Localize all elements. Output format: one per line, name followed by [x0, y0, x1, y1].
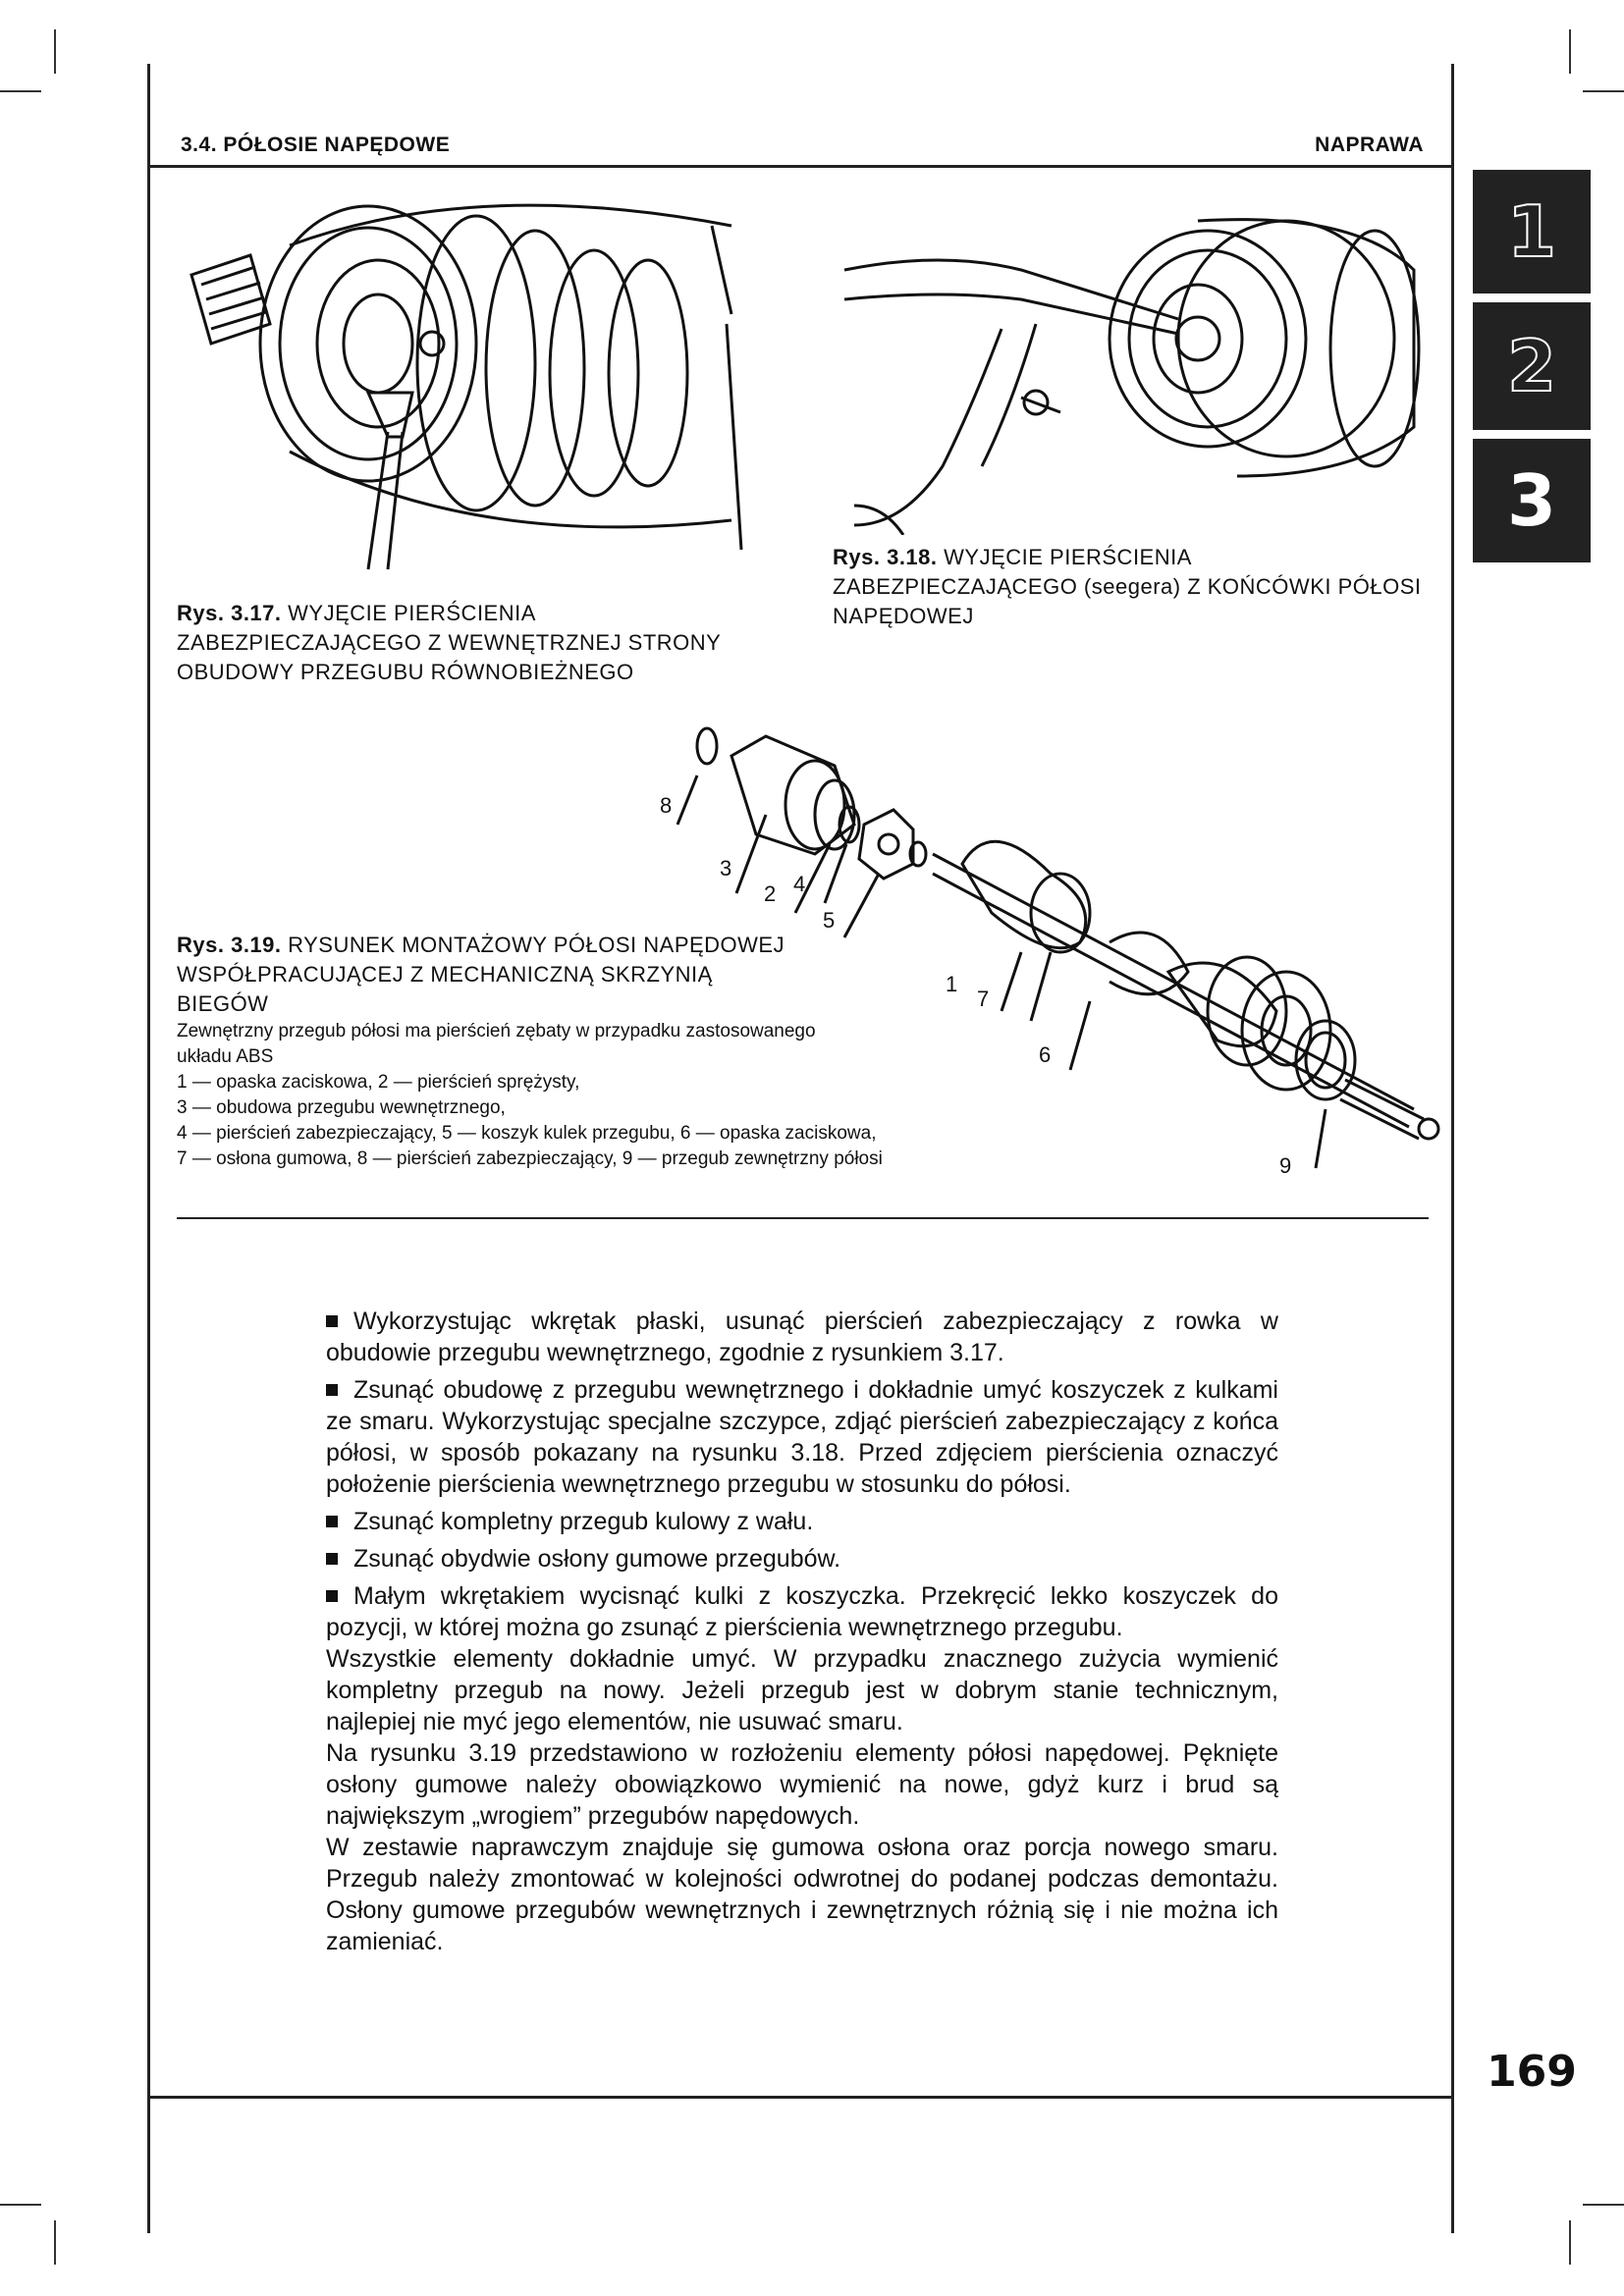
body-paragraph: Zsunąć kompletny przegub kulowy z wału.	[326, 1506, 1278, 1537]
callout-8: 8	[660, 793, 673, 818]
figure-319-caption	[177, 931, 1021, 1172]
chapter-tab-3[interactable]: 3	[1473, 439, 1591, 562]
crop-mark	[54, 29, 56, 74]
figure-318-number: Rys. 3.18.	[833, 545, 938, 569]
body-paragraph: Małym wkrętakiem wycisnąć kulki z koszyczka. Przekręcić lekko koszyczek do pozycji, w której można go zsunąć z pierścienia wewnętrznego przegubu.	[326, 1582, 1278, 1641]
header-rule	[147, 165, 1454, 168]
footer-rule	[147, 2096, 1454, 2099]
figure-318-illustration	[825, 211, 1434, 535]
callout-6: 6	[1039, 1042, 1052, 1067]
figure-319-legend-line: 3 — obudowa przegubu wewnętrznego,	[177, 1097, 506, 1118]
figure-317-caption	[177, 599, 756, 687]
left-margin-line	[147, 64, 150, 2233]
figure-319-title: RYSUNEK MONTAŻOWY PÓŁOSI NAPĘDOWEJ WSPÓŁPRACUJĄCEJ Z MECHANICZNĄ SKRZYNIĄ BIEGÓW	[177, 933, 785, 1016]
chapter-tab-2[interactable]: 2	[1473, 302, 1591, 430]
crop-mark	[54, 2220, 56, 2265]
body-paragraph: Zsunąć obudowę z przegubu wewnętrznego i dokładnie umyć koszyczek z kulkami ze smaru. Wykorzystując specjalne szczypce, zdjąć pierścień zabezpieczający z końca półosi, w sposób pokazany na rysunku 3.18. Przed zdjęciem pierścienia oznaczyć położenie pierścienia wewnętrznego przegubu w stosunku do półosi.	[326, 1376, 1278, 1498]
figure-317-title: WYJĘCIE PIERŚCIENIA ZABEZPIECZAJĄCEGO Z WEWNĘTRZNEJ STRONY OBUDOWY PRZEGUBU RÓWNOBIEŻNEGO	[177, 601, 721, 684]
header-right-label: NAPRAWA	[1315, 133, 1424, 156]
page-number: 169	[1487, 2047, 1577, 2097]
figure-separator	[177, 1217, 1429, 1219]
callout-9: 9	[1279, 1153, 1292, 1178]
figure-318-caption	[833, 543, 1441, 631]
crop-mark	[0, 2204, 41, 2206]
figure-318-title: WYJĘCIE PIERŚCIENIA ZABEZPIECZAJĄCEGO (seegera) Z KOŃCÓWKI PÓŁOSI NAPĘDOWEJ	[833, 545, 1422, 628]
callout-2: 2	[764, 881, 777, 906]
crop-mark	[1583, 2204, 1624, 2206]
body-text	[326, 1306, 1278, 1957]
callout-3: 3	[720, 856, 732, 881]
crop-mark	[1569, 29, 1571, 74]
section-title: 3.4. PÓŁOSIE NAPĘDOWE	[181, 133, 451, 156]
figure-319-legend-line: 7 — osłona gumowa, 8 — pierścień zabezpieczający, 9 — przegub zewnętrzny półosi	[177, 1148, 883, 1169]
callout-7: 7	[977, 987, 990, 1011]
body-paragraph: Na rysunku 3.19 przedstawiono w rozłożeniu elementy półosi napędowej. Pęknięte osłony gumowe należy obowiązkowo wymienić na nowe, gdyż kurz i brud są największym „wrogiem” przegubów napędowych.	[326, 1739, 1278, 1830]
body-paragraph: W zestawie naprawczym znajduje się gumowa osłona oraz porcja nowego smaru. Przegub należy zmontować w kolejności odwrotnej do podanej podczas demontażu. Osłony gumowe przegubów wewnętrznych i zewnętrznych różnią się i nie można ich zamieniać.	[326, 1834, 1278, 1955]
crop-mark	[1583, 90, 1624, 92]
body-paragraph: Wykorzystując wkrętak płaski, usunąć pierścień zabezpieczający z rowka w obudowie przegubu wewnętrznego, zgodnie z rysunkiem 3.17.	[326, 1308, 1278, 1366]
figure-319-description: Zewnętrzny przegub półosi ma pierścień zębaty w przypadku zastosowanego układu ABS	[177, 1021, 816, 1067]
figure-319-legend-line: 4 — pierścień zabezpieczający, 5 — koszyk kulek przegubu, 6 — opaska zaciskowa,	[177, 1123, 877, 1144]
body-paragraph: Wszystkie elementy dokładnie umyć. W przypadku znacznego zużycia wymienić kompletny przegub na nowy. Jeżeli przegub jest w dobrym stanie technicznym, najlepiej nie myć jego elementów, nie usuwać smaru.	[326, 1645, 1278, 1735]
callout-1: 1	[946, 972, 958, 996]
callout-4: 4	[793, 872, 806, 896]
crop-mark	[0, 90, 41, 92]
figure-317-illustration	[182, 196, 781, 574]
chapter-tab-1[interactable]: 1	[1473, 170, 1591, 294]
figure-319-number: Rys. 3.19.	[177, 933, 282, 957]
body-paragraph: Zsunąć obydwie osłony gumowe przegubów.	[326, 1543, 1278, 1575]
callout-5: 5	[823, 908, 836, 933]
figure-319-legend-line: 1 — opaska zaciskowa, 2 — pierścień sprężysty,	[177, 1072, 580, 1093]
figure-317-number: Rys. 3.17.	[177, 601, 282, 625]
crop-mark	[1569, 2220, 1571, 2265]
